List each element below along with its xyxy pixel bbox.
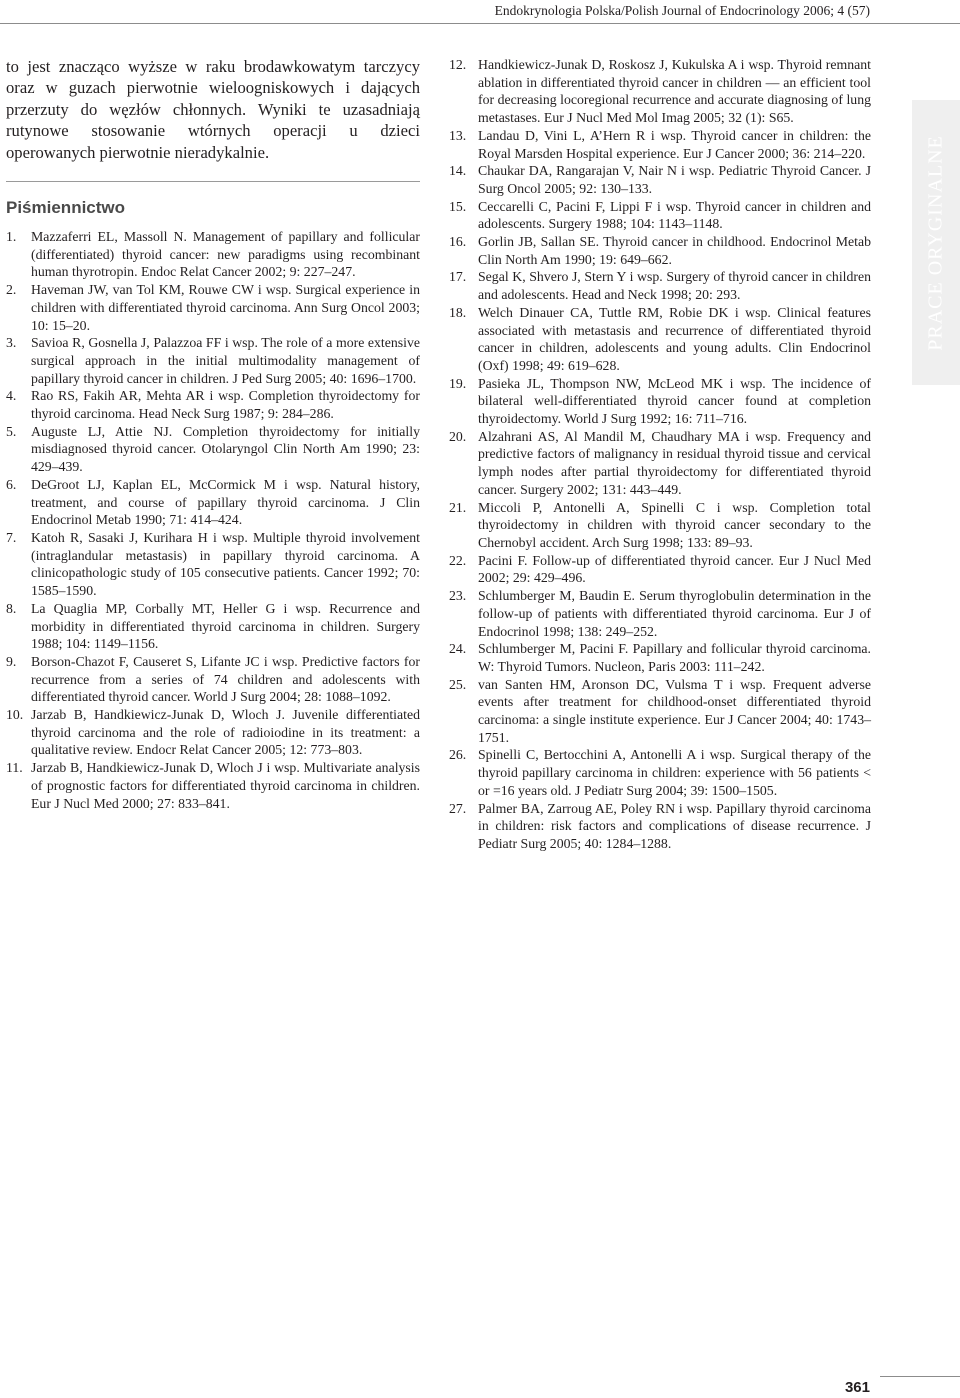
- reference-text: Miccoli P, Antonelli A, Spinelli C i wsp. Completion total thyroidectomy in children with thyroid cancer secondary to the Chernobyl accident. Arch Surg 1998; 133: 89–93.: [478, 499, 871, 550]
- reference-number: 26.: [449, 747, 467, 763]
- reference-item: [449, 233, 871, 268]
- reference-item: [449, 304, 871, 375]
- reference-item: [6, 529, 420, 600]
- reference-number: 2.: [6, 282, 17, 298]
- reference-text: Haveman JW, van Tol KM, Rouwe CW i wsp. Surgical experience in children with differentiated thyroid carcinoma. Ann Surg Oncol 2003; 10: 15–20.: [31, 282, 420, 333]
- reference-number: 5.: [6, 423, 17, 439]
- reference-item: [449, 198, 871, 233]
- reference-text: Savioa R, Gosnella J, Palazzoa FF i wsp. The role of a more extensive surgical approach in the initial multimodality management of papillary thyroid cancer in children. J Ped Surg 2005; 40: 1696–1700.: [31, 335, 420, 386]
- reference-text: Rao RS, Fakih AR, Mehta AR i wsp. Completion thyroidectomy for thyroid carcinoma. Head Neck Surg 1987; 9: 284–286.: [31, 388, 420, 422]
- reference-text: Ceccarelli C, Pacini F, Lippi F i wsp. Thyroid cancer in children and adolescents. Surgery 1988; 104: 1143–1148.: [478, 198, 871, 232]
- header-rule: [0, 23, 960, 24]
- reference-number: 11.: [6, 760, 23, 776]
- reference-item: [449, 127, 871, 162]
- reference-number: 12.: [449, 57, 467, 72]
- section-heading: Piśmiennictwo: [6, 198, 126, 218]
- reference-number: 1.: [6, 229, 17, 245]
- reference-text: Palmer BA, Zarroug AE, Poley RN i wsp. Papillary thyroid carcinoma in children: risk factors and complications of disease recurrence. J Pediatr Surg 2005; 40: 1284–1288.: [478, 800, 871, 851]
- reference-item: [449, 746, 871, 799]
- reference-text: Katoh R, Sasaki J, Kurihara H i wsp. Multiple thyroid involvement (intraglandular metastasis) in papillary thyroid carcinoma. A clinicopathologic study of 105 consecutive patients. Cancer 1992; 70: 1585–1590.: [31, 529, 420, 599]
- reference-item: [6, 281, 420, 334]
- reference-number: 9.: [6, 653, 17, 669]
- section-side-tab: [912, 100, 960, 385]
- reference-number: 3.: [6, 335, 17, 351]
- reference-item: [449, 587, 871, 640]
- reference-item: [449, 640, 871, 675]
- reference-text: Mazzaferri EL, Massoll N. Management of papillary and follicular (differentiated) thyroid cancer: new paradigms using recombinant human thyrotropin. Endoc Relat Cancer 2002; 9: 227–247.: [31, 229, 420, 280]
- reference-text: Gorlin JB, Sallan SE. Thyroid cancer in childhood. Endocrinol Metab Clin North Am 1990; 19: 649–662.: [478, 234, 871, 267]
- reference-text: Alzahrani AS, Al Mandil M, Chaudhary MA i wsp. Frequency and predictive factors of malignancy in residual thyroid tissue and cervical lymph nodes after partial thyroidectomy for differentiated thyroid cancer. Surgery 2002; 131: 443–449.: [478, 428, 871, 497]
- reference-item: [449, 162, 871, 197]
- reference-number: 14.: [449, 163, 467, 179]
- running-header: Endokrynologia Polska/Polish Journal of Endocrinology 2006; 4 (57): [494, 3, 870, 18]
- reference-item: [449, 552, 871, 587]
- page-number: 361: [844, 1379, 870, 1396]
- reference-number: 21.: [449, 499, 467, 515]
- reference-text: Schlumberger M, Pacini F. Papillary and follicular thyroid carcinoma. W: Thyroid Tumors. Nucleon, Paris 2003: 111–242.: [478, 641, 871, 674]
- reference-number: 27.: [449, 800, 467, 816]
- section-divider: [6, 181, 420, 182]
- reference-item: [6, 706, 420, 759]
- reference-number: 15.: [449, 198, 467, 214]
- reference-item: [449, 375, 871, 428]
- reference-item: [6, 334, 420, 387]
- reference-number: 19.: [449, 375, 467, 391]
- reference-item: [449, 56, 871, 127]
- left-column: [6, 56, 420, 812]
- reference-text: Chaukar DA, Rangarajan V, Nair N i wsp. Pediatric Thyroid Cancer. J Surg Oncol 2005; 92: 130–133.: [478, 163, 871, 196]
- reference-number: 25.: [449, 676, 467, 692]
- reference-text: Jarzab B, Handkiewicz-Junak D, Wloch J i wsp. Multivariate analysis of prognostic factors for differentiated thyroid carcinoma in children. Eur J Nucl Med 2000; 27: 833–841.: [31, 760, 420, 811]
- reference-item: [6, 759, 420, 812]
- reference-number: 24.: [449, 641, 467, 657]
- reference-number: 17.: [449, 269, 467, 285]
- reference-list-right: [449, 56, 871, 853]
- reference-text: Pasieka JL, Thompson NW, McLeod MK i wsp. The incidence of bilateral well-differentiated thyroid cancer found at completion thyroidectomy. World J Surg 1992; 16: 711–716.: [478, 375, 871, 427]
- reference-text: Welch Dinauer CA, Tuttle RM, Robie DK i wsp. Clinical features associated with metastasis and recurrence of differentiated thyroid cancer in children, adolescents and young adults. Clin Endocrinol (Oxf) 1998; 49: 619–628.: [478, 304, 871, 373]
- reference-text: Schlumberger M, Baudin E. Serum thyroglobulin determination in the follow-up of patients with differentiated thyroid carcinoma. Eur J of Endocrinol 1998; 138: 249–252.: [478, 588, 871, 639]
- reference-list-left: [6, 228, 420, 812]
- reference-item: [6, 228, 420, 281]
- reference-text: La Quaglia MP, Corbally MT, Heller G i wsp. Recurrence and morbidity in differentiated thyroid carcinoma in children. Surgery 1988; 104: 1149–1156.: [31, 600, 420, 652]
- reference-number: 7.: [6, 529, 17, 545]
- reference-item: [449, 268, 871, 303]
- reference-item: [449, 800, 871, 853]
- reference-text: Segal K, Shvero J, Stern Y i wsp. Surgery of thyroid cancer in children and adolescents. Head and Neck 1998; 20: 293.: [478, 269, 871, 303]
- reference-text: Borson-Chazot F, Causeret S, Lifante JC i wsp. Predictive factors for recurrence from a series of 74 children and adolescents with differentiated thyroid cancer. World J Surg 2004; 28: 1088–1092.: [31, 653, 420, 705]
- reference-text: Pacini F. Follow-up of differentiated thyroid cancer. Eur J Nucl Med 2002; 29: 429–496.: [478, 552, 871, 586]
- reference-item: [6, 423, 420, 476]
- reference-text: Jarzab B, Handkiewicz-Junak D, Wloch J. Juvenile differentiated thyroid carcinoma and the role of radioiodine in its treatment: a qualitative review. Endocr Relat Cancer 2005; 12: 773–803.: [31, 707, 420, 758]
- footer-rule: [880, 1376, 960, 1377]
- reference-number: 13.: [449, 127, 467, 143]
- reference-number: 20.: [449, 428, 467, 444]
- reference-item: [449, 428, 871, 499]
- reference-item: [6, 600, 420, 653]
- reference-number: 6.: [6, 476, 17, 492]
- intro-paragraph: to jest znacząco wyższe w raku brodawkowatym tarczycy oraz w guzach pierwotnie wieloogniskowych i dających przerzuty do węzłów chłonnych. Wyniki te uzasadniają rutynowe stosowanie wtórnych operacji u dzieci operowanych pierwotnie nieradykalnie.: [6, 57, 420, 162]
- reference-number: 23.: [449, 588, 467, 604]
- reference-number: 8.: [6, 600, 17, 616]
- reference-text: DeGroot LJ, Kaplan EL, McCormick M i wsp. Natural history, treatment, and course of papillary thyroid carcinoma. J Clin Endocrinol Metab 1990; 71: 414–424.: [31, 476, 420, 528]
- side-tab-label: PRACE ORYGINALNE: [924, 134, 947, 351]
- reference-text: van Santen HM, Aronson DC, Vulsma T i wsp. Frequent adverse events after treatment for childhood-onset differentiated thyroid carcinoma: a single institute experience. Eur J Cancer 2004; 40: 1743–1751.: [478, 676, 871, 745]
- reference-text: Handkiewicz-Junak D, Roskosz J, Kukulska A i wsp. Thyroid remnant ablation in differentiated thyroid cancer in children — an efficient tool for decreasing locoregional recurrence and accurate diagnosing of lung metastases. Eur J Nucl Med Mol Imag 2005; 32 (1): S65.: [478, 57, 871, 126]
- reference-number: 16.: [449, 234, 467, 250]
- reference-item: [6, 387, 420, 422]
- reference-item: [6, 653, 420, 706]
- reference-text: Spinelli C, Bertocchini A, Antonelli A i wsp. Surgical therapy of the thyroid papillary carcinoma in children: experience with 56 patients < or =16 years old. J Pediatr Surg 2004; 39: 1500–1505.: [478, 747, 871, 798]
- reference-text: Auguste LJ, Attie NJ. Completion thyroidectomy for initially misdiagnosed thyroid cancer. Otolaryngol Clin North Am 1990; 23: 429–439.: [31, 423, 420, 475]
- reference-number: 4.: [6, 388, 17, 404]
- reference-item: [6, 476, 420, 529]
- reference-text: Landau D, Vini L, A’Hern R i wsp. Thyroid cancer in children: the Royal Marsden Hospital experience. Eur J Cancer 2000; 36: 214–220.: [478, 127, 871, 161]
- reference-number: 10.: [6, 707, 24, 723]
- reference-number: 18.: [449, 304, 467, 320]
- right-column: [449, 56, 871, 853]
- reference-number: 22.: [449, 552, 467, 568]
- reference-item: [449, 676, 871, 747]
- reference-item: [449, 499, 871, 552]
